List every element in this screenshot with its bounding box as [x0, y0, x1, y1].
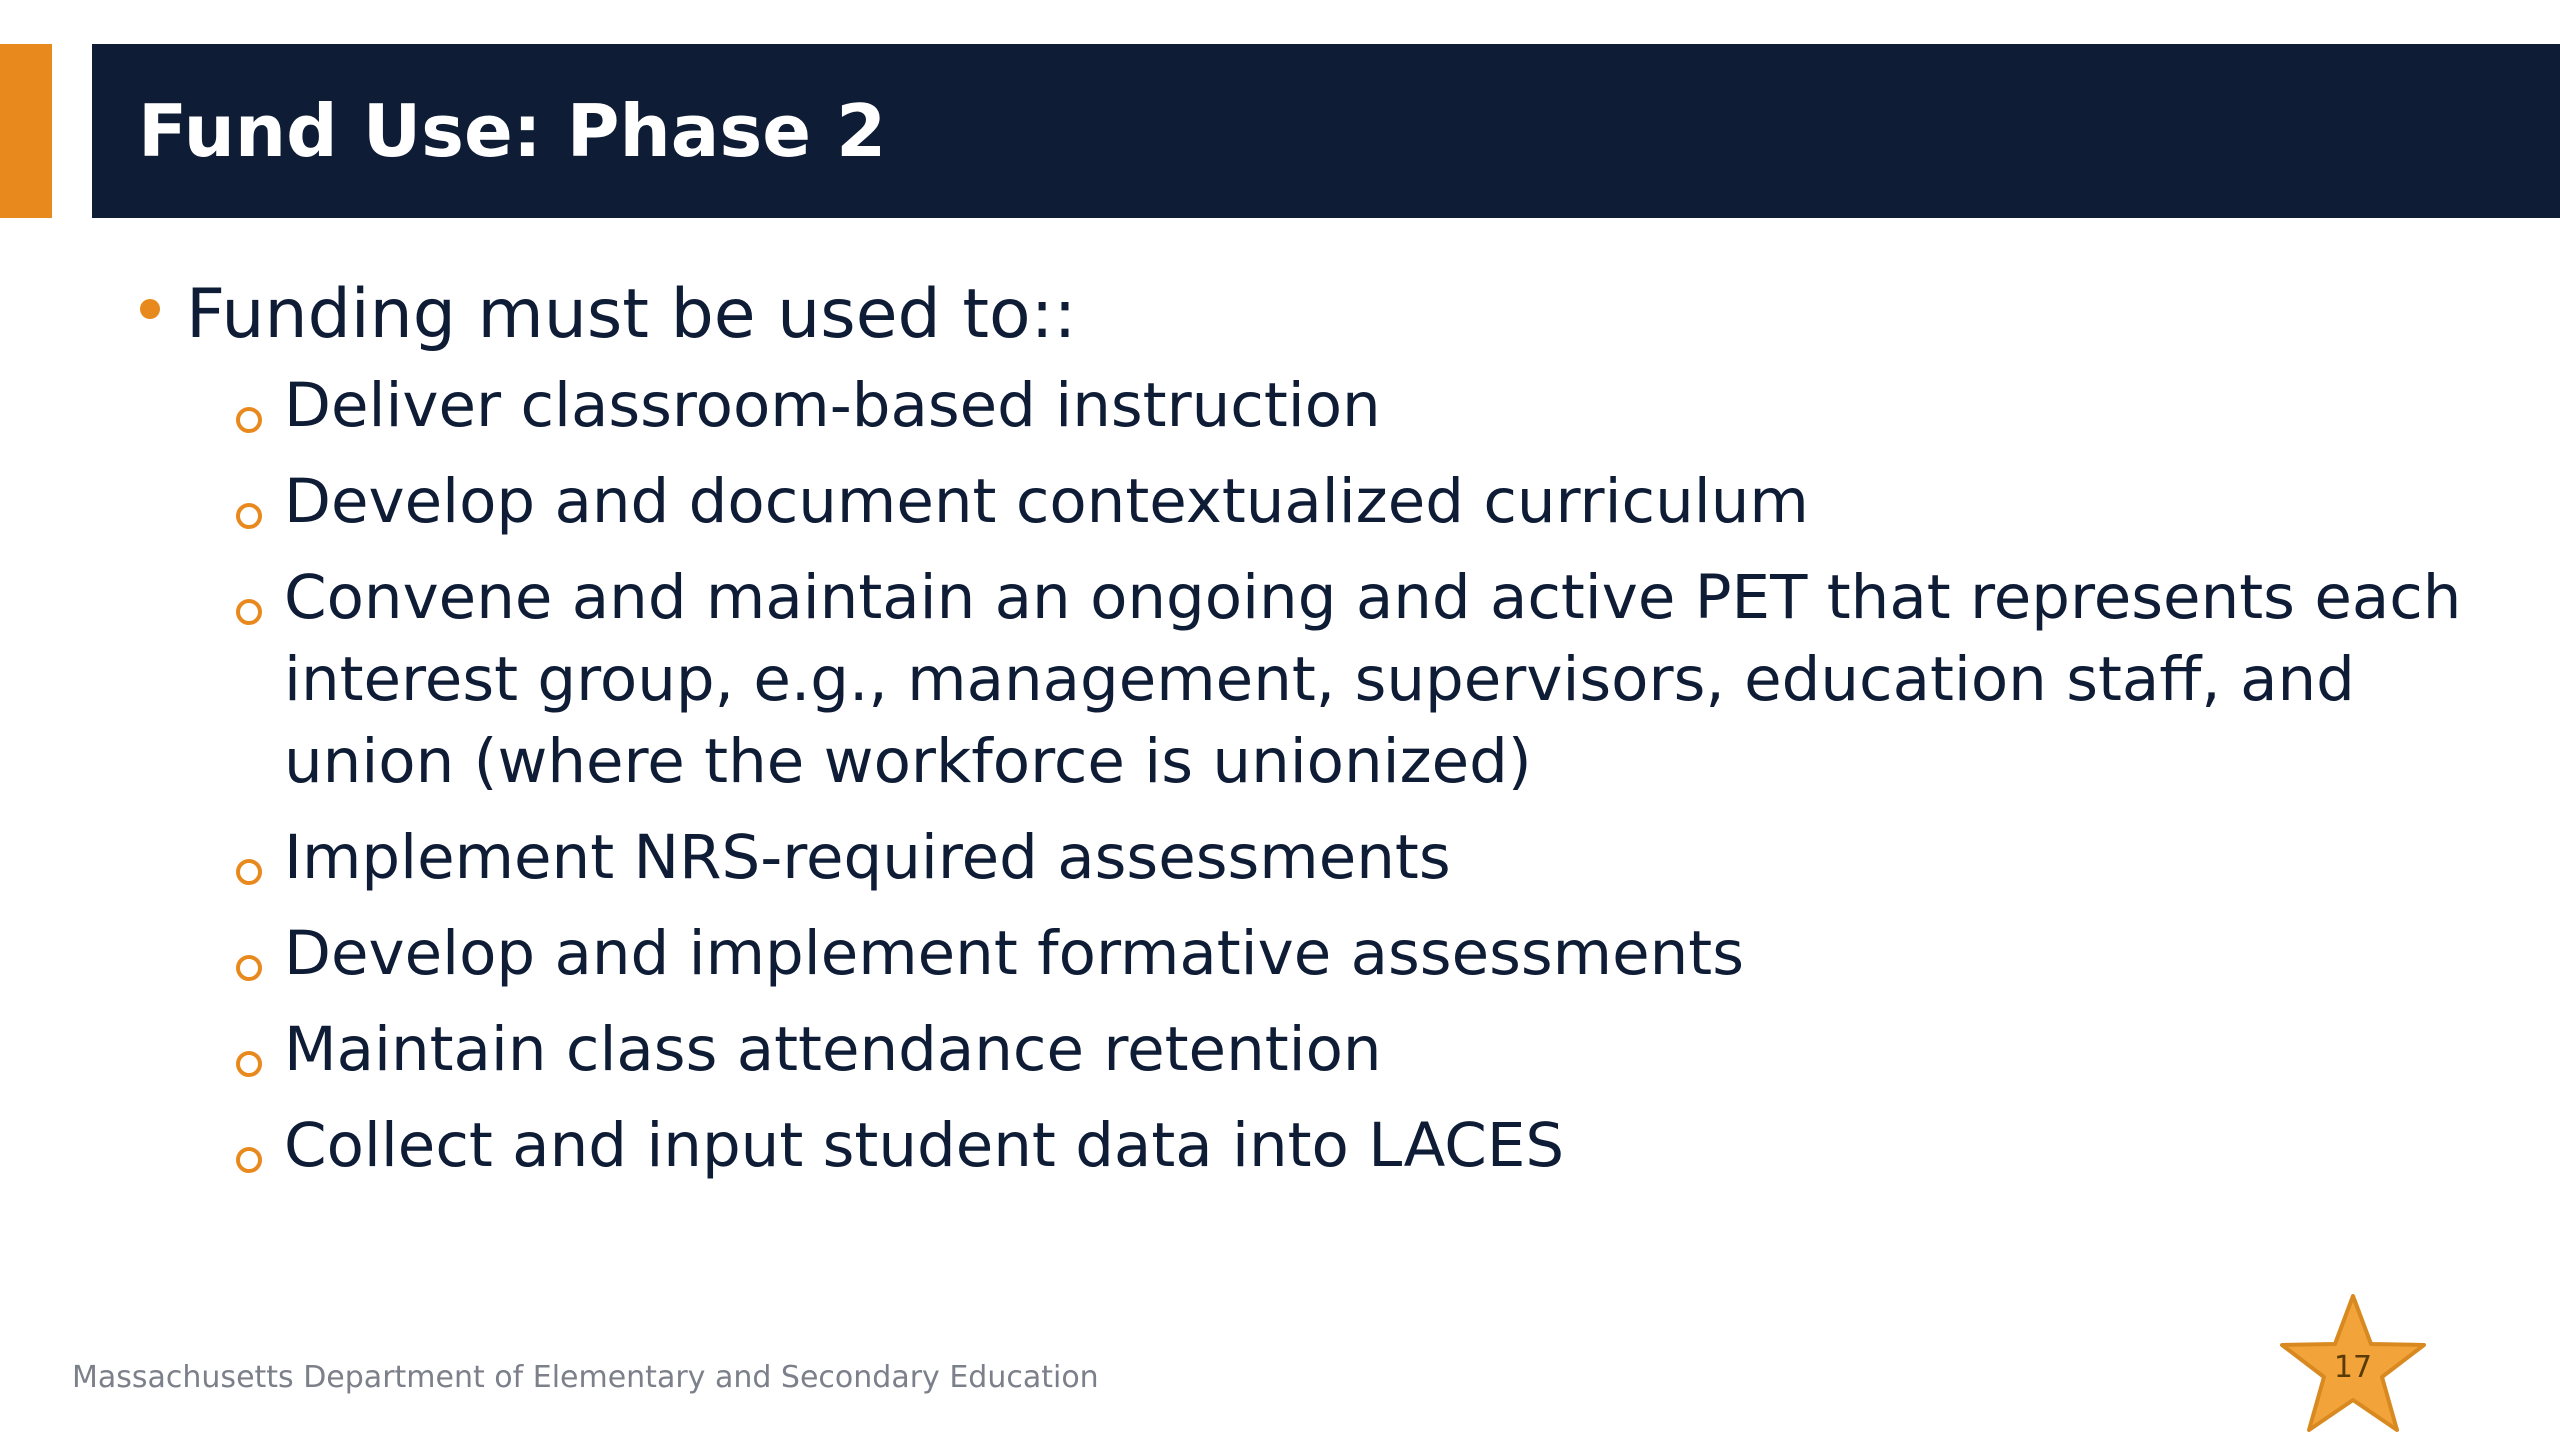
footer-organization-name: Massachusetts Department of Elementary and Secondary Education [72, 1360, 1099, 1395]
page-number-badge [2278, 1294, 2428, 1440]
main-bullet-text: Funding must be used to:: [186, 275, 1077, 354]
sub-bullet-text: Maintain class attendance retention [284, 1014, 1382, 1085]
sub-bullet-text: Collect and input student data into LACES [284, 1110, 1565, 1181]
sub-bullet-text: Deliver classroom-based instruction [284, 370, 1381, 441]
sub-bullet-text: Convene and maintain an ongoing and active PET that represents each interest group, e.g., management, supervisors, education staff, and union (where the workforce is unionized) [284, 562, 2462, 797]
hollow-circle-bullet-icon [236, 1051, 262, 1077]
sub-bullet-item [236, 913, 2506, 995]
hollow-circle-bullet-icon [236, 407, 262, 433]
sub-bullet-list [236, 365, 2506, 1201]
filled-dot-bullet-icon [140, 299, 160, 319]
slide-title: Fund Use: Phase 2 [138, 89, 887, 173]
hollow-circle-bullet-icon [236, 1147, 262, 1173]
sub-bullet-item [236, 461, 2506, 543]
sub-bullet-text: Develop and implement formative assessments [284, 918, 1744, 989]
hollow-circle-bullet-icon [236, 955, 262, 981]
sub-bullet-item [236, 365, 2506, 447]
sub-bullet-item [236, 1009, 2506, 1091]
sub-bullet-item [236, 557, 2506, 803]
hollow-circle-bullet-icon [236, 859, 262, 885]
sub-bullet-text: Develop and document contextualized curriculum [284, 466, 1809, 537]
page-number: 17 [2333, 1350, 2373, 1385]
sub-bullet-item [236, 817, 2506, 899]
hollow-circle-bullet-icon [236, 599, 262, 625]
sub-bullet-item [236, 1105, 2506, 1187]
main-bullet [140, 270, 2440, 360]
sub-bullet-text: Implement NRS-required assessments [284, 822, 1451, 893]
hollow-circle-bullet-icon [236, 503, 262, 529]
